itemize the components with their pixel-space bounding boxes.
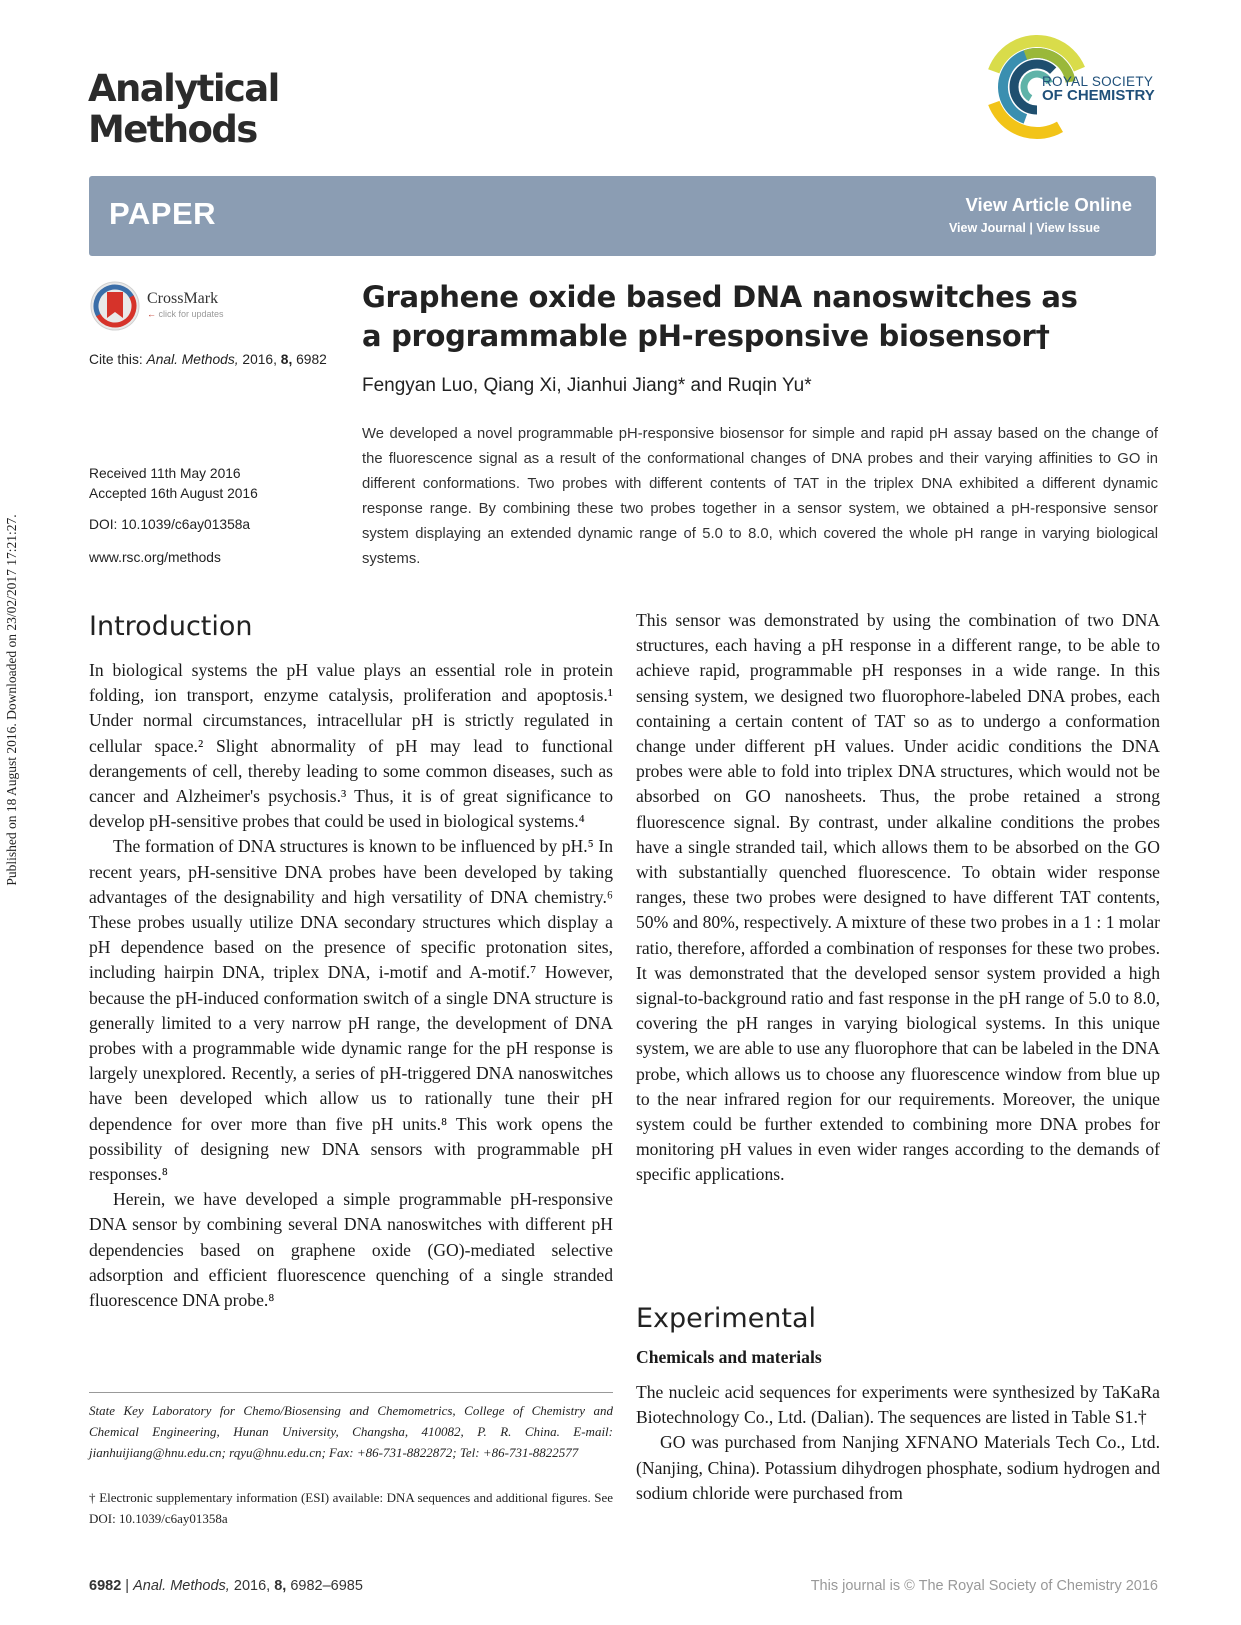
experimental-heading: Experimental xyxy=(636,1303,817,1334)
exp-paragraph-2: GO was purchased from Nanjing XFNANO Materials Tech Co., Ltd. (Nanjing, China). Potassium dihydrogen phosphate, sodium hydrogen and sodium chloride were purchased from xyxy=(636,1432,1160,1503)
doi[interactable]: DOI: 10.1039/c6ay01358a xyxy=(89,517,251,532)
article-banner xyxy=(89,176,1156,256)
intro-paragraph-2: The formation of DNA structures is known to be influenced by pH.⁵ In recent years, pH-sensitive DNA probes have been developed by taking advantages of the designability and high versatility of DNA chemistry.⁶ These probes usually utilize DNA secondary structures which display a pH dependence based on the presence of specific protonation sites, including hairpin DNA, triplex DNA, i-motif and A-motif.⁷ However, because the pH-induced conformation switch of a single DNA structure is generally limited to a very narrow pH range, the development of DNA probes with a programmable wide dynamic range for the pH response is largely unexplored. Recently, a series of pH-triggered DNA nanoswitches have been developed which allow us to rationally tune their pH dependence for over more than five pH units.⁸ This work opens the possibility of designing new DNA sensors with programmable pH responses.⁸ xyxy=(89,836,613,1185)
crossmark-sub: ← click for updates xyxy=(147,309,224,319)
copyright-notice: This journal is © The Royal Society of Chemistry 2016 xyxy=(810,1578,1158,1594)
view-issue-link[interactable]: View Issue xyxy=(1036,221,1100,235)
view-article-online-link[interactable]: View Article Online xyxy=(965,194,1132,215)
exp-paragraph-1: The nucleic acid sequences for experiments were synthesized by TaKaRa Biotechnology Co., Ltd. (Dalian). The sequences are listed in Table S1.† xyxy=(636,1382,1160,1428)
crossmark-icon xyxy=(89,280,141,332)
article-title: Graphene oxide based DNA nanoswitches as a programmable pH-responsive biosensor† xyxy=(362,280,1078,353)
link-separator: | xyxy=(1029,221,1033,235)
authors: Fengyan Luo, Qiang Xi, Jianhui Jiang* and Ruqin Yu* xyxy=(362,375,812,396)
intro-paragraph-3: Herein, we have developed a simple programmable pH-responsive DNA sensor by combining several DNA nanoswitches with different pH dependencies based on graphene oxide (GO)-mediated selective adsorption and efficient fluorescence quenching of a single stranded fluorescence DNA probe.⁸ xyxy=(89,1189,613,1311)
abstract: We developed a novel programmable pH-responsive biosensor for simple and rapid pH assay based on the change of the fluorescence signal as a result of the conformational changes of DNA probes and their varying affinities to GO in different conformations. Two probes with different contents of TAT in the triplex DNA exhibited a different dynamic response range. By combining these two probes together in a sensor system, we obtained a pH-responsive sensor system displaying an extended dynamic range of 5.0 to 8.0, which covered the whole pH range in varying biological systems. xyxy=(362,426,1158,567)
publisher-line1: ROYAL SOCIETY xyxy=(1042,74,1154,89)
intro-paragraph-1: In biological systems the pH value plays an essential role in protein folding, ion transport, enzyme catalysis, proliferation and apoptosis.¹ Under normal circumstances, intracellular pH is strictly regulated in cellular space.² Slight abnormality of pH may lead to functional derangements of cell, thereby leading to some common diseases, such as cancer and Alzheimer's psychosis.³ Thus, it is of great significance to develop pH-sensitive probes that could be used in biological systems.⁴ xyxy=(89,660,613,832)
view-journal-link[interactable]: View Journal xyxy=(948,221,1026,235)
right-column-body xyxy=(636,608,1160,1188)
publication-stamp: Published on 18 August 2016. Downloaded on 23/02/2017 17:21:27. xyxy=(4,514,19,886)
esi-footnote: † Electronic supplementary information (ESI) available: DNA sequences and additional figures. See DOI: 10.1039/c6ay01358a xyxy=(89,1490,613,1526)
introduction-body xyxy=(89,658,613,1313)
intro-paragraph-4: This sensor was demonstrated by using the combination of two DNA structures, each having a pH response in a different range, to be able to achieve rapid, programmable pH responses in a wide range. In this sensing system, we designed two fluorophore-labeled DNA probes, each containing a certain content of TAT so as to undergo a conformation change under different pH values. Under acidic conditions the DNA probes were able to fold into triplex DNA structures, which would not be absorbed on GO nanosheets. Thus, the probe retained a strong fluorescence signal. By contrast, under alkaline conditions the probes have a single stranded tail, which allows them to be absorbed on the GO with substantially quenched fluorescence. To obtain wider response ranges, these two probes were designed to have different TAT contents, 50% and 80%, respectively. A mixture of these two probes in a 1 : 1 molar ratio, therefore, afforded a combination of responses for these two probes. It was demonstrated that the developed sensor system provided a high signal-to-background ratio and fast response in the pH range of 5.0 to 8.0, covering the pH ranges in varying biological systems. In this unique system, we are able to use any fluorophore that can be labeled in the DNA probe, which allows us to choose any fluorescence window from blue up to the near infrared region for our requirements. Moreover, the unique system could be further extended to combining more DNA probes for monitoring pH values in even wider ranges according to the demands of specific applications. xyxy=(636,610,1160,1185)
crossmark-badge[interactable] xyxy=(89,280,239,332)
arrow-left-icon: ← xyxy=(147,309,156,319)
introduction-heading: Introduction xyxy=(89,611,253,642)
journal-logo-line1: Analytical xyxy=(88,67,279,110)
chemicals-subheading: Chemicals and materials xyxy=(636,1347,822,1367)
crossmark-name: CrossMark xyxy=(147,290,219,307)
dates xyxy=(89,464,258,504)
journal-issue-links xyxy=(949,221,1100,235)
experimental-body xyxy=(636,1380,1160,1506)
publisher-logo xyxy=(985,33,1165,148)
journal-logo xyxy=(88,68,279,150)
affiliation-footnote: State Key Laboratory for Chemo/Biosensing and Chemometrics, College of Chemistry and Chemical Engineering, Hunan University, Changsha, 410082, P. R. China. E-mail: jianhuijiang@hnu.edu.cn; rqyu@hnu.edu.cn; Fax: +86-731-8822872; Tel: +86-731-8822577 xyxy=(89,1403,613,1460)
citation: Cite this: Anal. Methods, 2016, 8, 6982 xyxy=(89,352,327,367)
article-type: PAPER xyxy=(109,196,217,231)
footnote-divider xyxy=(89,1392,613,1393)
journal-logo-line2: Methods xyxy=(88,108,257,151)
journal-website-link[interactable]: www.rsc.org/methods xyxy=(89,550,221,565)
received-date: Received 11th May 2016 xyxy=(89,466,241,481)
page-footer-left: 6982 | Anal. Methods, 2016, 8, 6982–6985 xyxy=(89,1578,363,1594)
publisher-line2: OF CHEMISTRY xyxy=(1042,87,1155,104)
accepted-date: Accepted 16th August 2016 xyxy=(89,486,258,501)
